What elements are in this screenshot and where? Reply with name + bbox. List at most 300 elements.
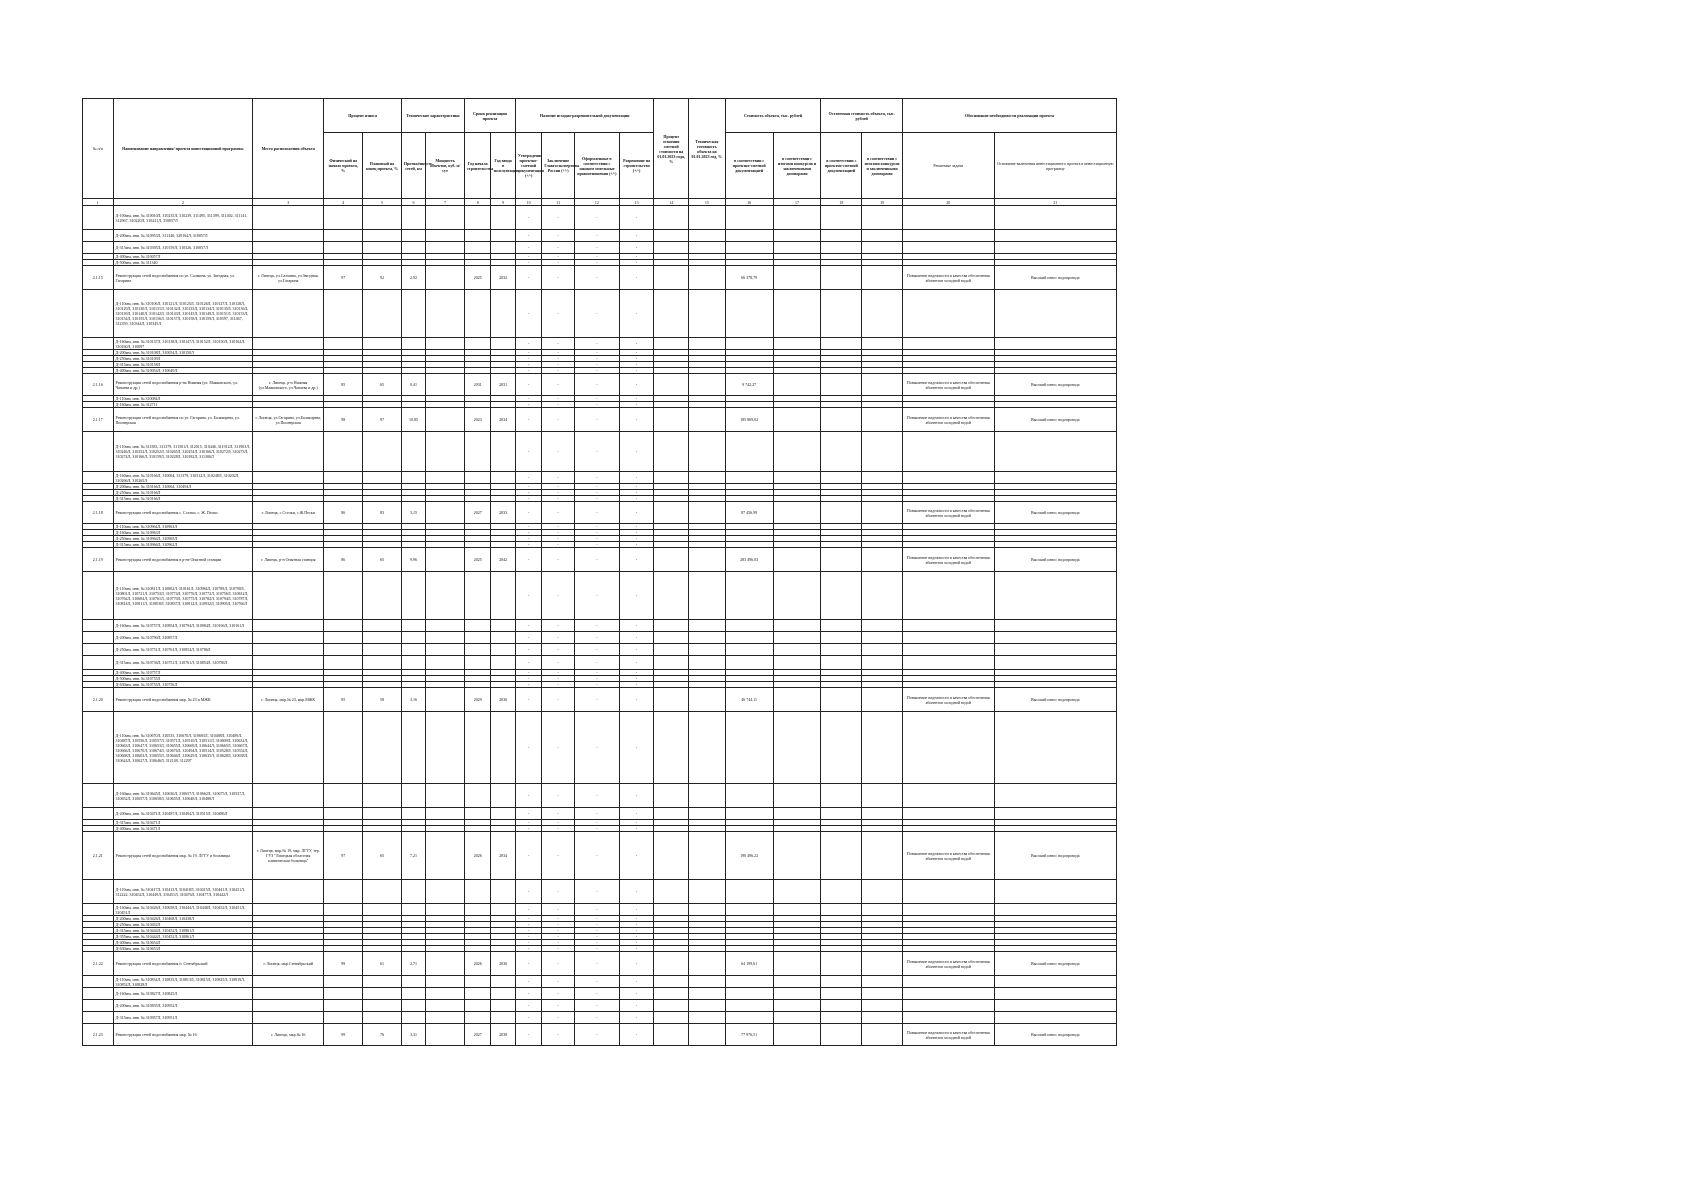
row-cost-contract: [773, 408, 821, 432]
row-doc-flag: -: [619, 206, 654, 230]
row-task: Повышение надежности и качества обеспечения абонентов холодной водой: [902, 1024, 994, 1046]
row-name: Д-200мм, инв. № 310790Л, 310857Л: [113, 632, 253, 644]
hdr-tech: Технические характеристики: [401, 99, 464, 133]
row-task: Повышение надежности и качества обеспечения абонентов холодной водой: [902, 408, 994, 432]
row-doc-flag: -: [515, 242, 541, 254]
row-place: г. Липецк, мкр.№ 16: [253, 1024, 324, 1046]
row-name: Д-630мм, инв. № 310653Л: [113, 946, 253, 952]
row-basis: Высокий износ водопровода: [994, 1024, 1116, 1046]
row-doc-flag: -: [542, 934, 575, 940]
row-task: Повышение надежности и качества обеспечения абонентов холодной водой: [902, 374, 994, 396]
row-name: Д-110мм, инв. № 310417Л, 310413Л, 310418Л, 310415Л, 310441Л, 310431Л, 312222, 310452Л, 310449Л, 310451Л, 310476Л, 310477Л, 310442Л: [113, 880, 253, 904]
row-doc-flag: -: [574, 536, 619, 542]
row-name: Д-355мм, инв. № 310444Л, 310452Л, 310861Л: [113, 934, 253, 940]
row-wear-phys: [324, 620, 363, 632]
row-rest-contract: [862, 688, 903, 712]
row-doc-flag: -: [515, 542, 541, 548]
row-name: Д-110мм, инв. № 310106Л, 310121Л, 310125Л, 310126Л, 310127Л, 310128Л, 310129Л, 310130Л, 310131Л, 310132Л, 310133Л, 310134Л, 310135Л, 310136Л, 310139Л, 310140Л, 310142Л, 310143Л, 310145Л, 310149Л, 310151Л, 310153Л, 310154Л, 310155Л, 310156Л, 310157Л, 310158Л, 310159Л, 310597, 311467, 312359, 310344Л, 310345Л: [113, 290, 253, 338]
row-basis: [994, 784, 1116, 808]
row-year-end: 2042: [491, 548, 515, 572]
project-row: [83, 1024, 1117, 1046]
row-doc-flag: -: [574, 432, 619, 472]
row-pct: [654, 952, 689, 976]
row-task: [902, 644, 994, 656]
row-doc-flag: -: [515, 712, 541, 784]
row-doc-flag: -: [515, 1024, 541, 1046]
row-cost-psd: 9 742,27: [725, 374, 773, 396]
row-task: [902, 1000, 994, 1012]
row-place: [253, 620, 324, 632]
row-pct: [654, 1012, 689, 1024]
hdr-period-start: Год начала строительства: [464, 133, 490, 199]
row-cost-contract: [773, 784, 821, 808]
row-doc-flag: -: [515, 484, 541, 490]
row-doc-flag: -: [542, 682, 575, 688]
row-rest-contract: [862, 548, 903, 572]
row-basis: Высокий износ водопровода: [994, 408, 1116, 432]
row-name: Реконструкция сетей водоснабжения с. Сселки, с. Ж. Пески: [113, 502, 253, 524]
row-doc-flag: -: [619, 832, 654, 880]
row-year-end: [491, 338, 515, 350]
row-doc-flag: -: [574, 338, 619, 350]
row-task: [902, 784, 994, 808]
row-cost-psd: [725, 472, 773, 484]
row-power: [426, 832, 465, 880]
row-name: Д-315мм, инв. № 310471Л: [113, 820, 253, 826]
row-year-end: 2034: [491, 408, 515, 432]
hdr-rest-b: в соответствии с итогами конкурсов и заключенными договорами: [862, 133, 903, 199]
row-length: [401, 242, 425, 254]
row-name: Д-315мм, инв. № 310395Л, 310159Л, 310326, 310057Л: [113, 242, 253, 254]
row-rest-psd: [821, 408, 862, 432]
hdr-wear: Процент износа: [324, 99, 401, 133]
pipe-segment-row: [83, 1012, 1117, 1024]
row-name: Д-160мм, инв. № 310137Л, 310138Л, 310147Л, 310152Л, 310150Л, 310162Л, 310160Л, 310097: [113, 338, 253, 350]
row-place: [253, 572, 324, 620]
row-pct: [654, 808, 689, 820]
row-task: Повышение надежности и качества обеспечения абонентов холодной водой: [902, 502, 994, 524]
row-basis: [994, 230, 1116, 242]
row-cost-psd: [725, 808, 773, 820]
row-doc-flag: -: [574, 1024, 619, 1046]
column-index: 11: [542, 199, 575, 206]
row-doc-flag: -: [542, 946, 575, 952]
row-basis: [994, 988, 1116, 1000]
row-rest-psd: [821, 374, 862, 396]
hdr-cost: Стоимость объекта, тыс. рублей: [725, 99, 821, 133]
row-pct: [654, 432, 689, 472]
row-doc-flag: -: [574, 676, 619, 682]
row-wear-phys: [324, 338, 363, 350]
row-doc-flag: -: [542, 350, 575, 356]
row-cost-psd: [725, 620, 773, 632]
row-doc-flag: -: [515, 472, 541, 484]
row-year-end: [491, 472, 515, 484]
row-doc-flag: -: [515, 230, 541, 242]
row-rest-contract: [862, 408, 903, 432]
row-doc-flag: -: [515, 922, 541, 928]
row-doc-flag: -: [542, 632, 575, 644]
row-name: Д-160мм, инв. № 310645Л, 310636Л, 310657Л, 310662Л, 310675Л, 310537Л, 310652Л, 310657Л, 310658Л, 310655Л, 310648Л, 310488Л: [113, 784, 253, 808]
row-name: Д-250мм, инв. № 310964Л, 310965Л: [113, 536, 253, 542]
row-doc-flag: -: [542, 988, 575, 1000]
row-length: 2,71: [401, 952, 425, 976]
row-power: [426, 688, 465, 712]
row-number: 2.1.17: [83, 408, 114, 432]
row-number: [83, 632, 114, 644]
row-ready: [689, 1000, 726, 1012]
row-doc-flag: -: [574, 1012, 619, 1024]
row-name: Д-250мм, инв. № 310109Л: [113, 356, 253, 362]
row-pct: [654, 548, 689, 572]
hdr-need: Обоснование необходимости реализации проекта: [902, 99, 1116, 133]
row-wear-phys: [324, 206, 363, 230]
row-doc-flag: -: [542, 820, 575, 826]
row-year-start: [464, 656, 490, 670]
row-power: [426, 988, 465, 1000]
row-rest-contract: [862, 338, 903, 350]
row-wear-plan: [363, 338, 402, 350]
row-wear-plan: [363, 644, 402, 656]
row-rest-psd: [821, 904, 862, 916]
row-place: [253, 644, 324, 656]
row-number: [83, 784, 114, 808]
row-number: [83, 1012, 114, 1024]
row-pct: [654, 502, 689, 524]
row-doc-flag: -: [619, 572, 654, 620]
row-cost-psd: [725, 656, 773, 670]
row-task: Повышение надежности и качества обеспечения абонентов холодной водой: [902, 952, 994, 976]
investment-program-table: [82, 98, 1117, 1170]
row-year-start: 2029: [464, 688, 490, 712]
row-year-end: [491, 880, 515, 904]
row-name: Д-200мм, инв. № 310835Л, 310952Л: [113, 1000, 253, 1012]
row-year-start: [464, 472, 490, 484]
row-wear-plan: [363, 1012, 402, 1024]
row-name: Д-400мм, инв. № 310757Л: [113, 670, 253, 676]
row-basis: [994, 242, 1116, 254]
row-pct: [654, 242, 689, 254]
row-wear-plan: 97: [363, 408, 402, 432]
row-task: Повышение надежности и качества обеспечения абонентов холодной водой: [902, 832, 994, 880]
row-number: 2.1.18: [83, 502, 114, 524]
row-doc-flag: -: [542, 502, 575, 524]
row-basis: Высокий износ водопровода: [994, 688, 1116, 712]
row-length: [401, 976, 425, 988]
row-doc-flag: -: [574, 490, 619, 496]
row-ready: [689, 374, 726, 396]
row-wear-phys: [324, 644, 363, 656]
row-cost-contract: [773, 620, 821, 632]
row-doc-flag: -: [574, 940, 619, 946]
row-doc-flag: -: [619, 820, 654, 826]
row-rest-contract: [862, 572, 903, 620]
hdr-tech-len: Протяжённость сетей, км: [401, 133, 425, 199]
row-wear-plan: [363, 432, 402, 472]
row-doc-flag: -: [574, 620, 619, 632]
row-wear-plan: 76: [363, 1024, 402, 1046]
row-name: Д-110мм, инв. № 310084Л: [113, 396, 253, 402]
row-doc-flag: -: [574, 784, 619, 808]
row-rest-contract: [862, 656, 903, 670]
row-year-end: [491, 904, 515, 916]
row-number: [83, 656, 114, 670]
row-cost-psd: [725, 290, 773, 338]
row-year-end: [491, 1000, 515, 1012]
row-ready: [689, 880, 726, 904]
row-place: [253, 472, 324, 484]
row-doc-flag: -: [574, 496, 619, 502]
row-power: [426, 952, 465, 976]
row-doc-flag: -: [515, 928, 541, 934]
row-name: Реконструкция сетей водоснабжения р-на Нижняя (ул. Маяковского, ул. Чапаева и др.): [113, 374, 253, 396]
row-doc-flag: -: [574, 472, 619, 484]
row-wear-phys: [324, 808, 363, 820]
row-name: Д-110мм, инв. № 310670Л, 310535, 310670Л, 310683Л, 310488Л, 310489Л, 310487Л, 310556Л, 310557Л, 310571Л, 310510Л, 310511Л, 310609Л, 310632Л, 310663Л, 310647Л, 310653Л, 310655Л, 310669Л, 310644Л, 310665Л, 310667Л, 310666Л, 310670Л, 310674Л, 310676Л, 310494Л, 310514Л, 310528Л, 310552Л, 310668Л, 310603Л, 310655Л, 310646Л, 310629Л, 310635Л, 310628Л, 310638Л, 310624Л, 310627Л, 310646Л, 312148, 312297: [113, 712, 253, 784]
row-rest-contract: [862, 374, 903, 396]
row-rest-psd: [821, 784, 862, 808]
row-year-start: 2031: [464, 374, 490, 396]
project-row: [83, 832, 1117, 880]
row-place: г. Липецк, мкр.№ 19, мкр. ЛГТУ, тер. ГУЗ "Липецкая областная клиническая больница": [253, 832, 324, 880]
row-doc-flag: -: [542, 916, 575, 922]
row-basis: [994, 338, 1116, 350]
row-doc-flag: -: [574, 530, 619, 536]
row-doc-flag: -: [515, 260, 541, 266]
row-task: [902, 432, 994, 472]
row-number: 2.1.21: [83, 832, 114, 880]
row-ready: [689, 976, 726, 988]
row-number: [83, 620, 114, 632]
row-name: Реконструкция сетей водоснабжения п. Сентябрьский: [113, 952, 253, 976]
row-doc-flag: -: [574, 946, 619, 952]
column-index: 20: [902, 199, 994, 206]
row-pct: [654, 632, 689, 644]
row-cost-contract: [773, 230, 821, 242]
row-doc-flag: -: [542, 976, 575, 988]
row-length: [401, 656, 425, 670]
row-name: Д-315мм, инв. № 310966Л, 310962Л: [113, 542, 253, 548]
row-doc-flag: -: [619, 402, 654, 408]
row-doc-flag: -: [574, 976, 619, 988]
row-rest-psd: [821, 632, 862, 644]
row-ready: [689, 230, 726, 242]
row-ready: [689, 784, 726, 808]
row-doc-flag: -: [542, 832, 575, 880]
row-doc-flag: -: [542, 356, 575, 362]
row-basis: [994, 620, 1116, 632]
row-doc-flag: -: [574, 656, 619, 670]
row-ready: [689, 632, 726, 644]
hdr-need-a: Решаемые задачи: [902, 133, 994, 199]
row-place: г. Липецк, мкр.Сентябрьский: [253, 952, 324, 976]
row-year-start: [464, 242, 490, 254]
row-doc-flag: -: [574, 548, 619, 572]
row-doc-flag: -: [515, 656, 541, 670]
row-doc-flag: -: [515, 350, 541, 356]
row-cost-psd: [725, 572, 773, 620]
row-ready: [689, 206, 726, 230]
row-power: [426, 338, 465, 350]
row-number: [83, 988, 114, 1000]
row-doc-flag: -: [619, 712, 654, 784]
row-pct: [654, 784, 689, 808]
column-index: 2: [113, 199, 253, 206]
row-wear-plan: 58: [363, 688, 402, 712]
pipe-segment-row: [83, 620, 1117, 632]
pipe-segment-row: [83, 656, 1117, 670]
row-wear-phys: [324, 472, 363, 484]
row-cost-contract: [773, 266, 821, 290]
row-task: [902, 988, 994, 1000]
row-doc-flag: -: [515, 266, 541, 290]
row-pct: [654, 1000, 689, 1012]
row-wear-phys: [324, 904, 363, 916]
row-ready: [689, 432, 726, 472]
pipe-segment-row: [83, 712, 1117, 784]
row-number: [83, 1000, 114, 1012]
row-ready: [689, 1012, 726, 1024]
row-year-start: [464, 632, 490, 644]
row-cost-contract: [773, 644, 821, 656]
row-doc-flag: -: [574, 1000, 619, 1012]
row-length: 3,31: [401, 1024, 425, 1046]
row-number: [83, 338, 114, 350]
row-wear-plan: [363, 230, 402, 242]
row-cost-psd: 66 378,79: [725, 266, 773, 290]
row-doc-flag: -: [574, 362, 619, 368]
row-ready: [689, 472, 726, 484]
row-rest-psd: [821, 832, 862, 880]
row-doc-flag: -: [619, 922, 654, 928]
column-index: 6: [401, 199, 425, 206]
row-ready: [689, 548, 726, 572]
row-doc-flag: -: [619, 676, 654, 682]
row-doc-flag: -: [542, 536, 575, 542]
row-doc-flag: -: [515, 670, 541, 676]
row-place: [253, 338, 324, 350]
row-wear-plan: [363, 1000, 402, 1012]
row-rest-contract: [862, 432, 903, 472]
row-cost-contract: [773, 572, 821, 620]
row-rest-contract: [862, 502, 903, 524]
row-power: [426, 266, 465, 290]
row-task: [902, 620, 994, 632]
row-doc-flag: -: [619, 880, 654, 904]
program-table: [82, 98, 1117, 1046]
hdr-docs-a: Утверждение проектно-сметной документации (+/-): [515, 133, 541, 199]
row-doc-flag: -: [515, 808, 541, 820]
row-doc-flag: -: [574, 808, 619, 820]
column-index: 13: [619, 199, 654, 206]
row-power: [426, 206, 465, 230]
row-doc-flag: -: [515, 1000, 541, 1012]
row-wear-phys: [324, 880, 363, 904]
row-length: [401, 988, 425, 1000]
row-basis: [994, 206, 1116, 230]
row-place: [253, 880, 324, 904]
row-wear-plan: 92: [363, 266, 402, 290]
row-number: 2.1.19: [83, 548, 114, 572]
row-power: [426, 1012, 465, 1024]
row-wear-phys: 85: [324, 374, 363, 396]
row-pct: [654, 572, 689, 620]
row-doc-flag: -: [515, 206, 541, 230]
row-wear-phys: 98: [324, 408, 363, 432]
row-power: [426, 242, 465, 254]
row-place: [253, 230, 324, 242]
row-task: [902, 656, 994, 670]
project-row: [83, 548, 1117, 572]
column-index: 15: [689, 199, 726, 206]
row-wear-plan: 83: [363, 502, 402, 524]
row-ready: [689, 290, 726, 338]
row-doc-flag: -: [574, 374, 619, 396]
row-length: [401, 620, 425, 632]
row-year-end: [491, 976, 515, 988]
row-ready: [689, 338, 726, 350]
row-doc-flag: -: [619, 1012, 654, 1024]
row-task: [902, 338, 994, 350]
row-basis: [994, 1000, 1116, 1012]
row-doc-flag: -: [619, 620, 654, 632]
row-year-end: [491, 644, 515, 656]
row-wear-phys: [324, 572, 363, 620]
row-length: 9,96: [401, 548, 425, 572]
row-doc-flag: -: [542, 940, 575, 946]
row-cost-contract: [773, 1012, 821, 1024]
row-ready: [689, 656, 726, 670]
row-wear-phys: [324, 432, 363, 472]
hdr-cost-a: в соответствии с проектно-сметной документацией: [725, 133, 773, 199]
column-index: 9: [491, 199, 515, 206]
row-doc-flag: -: [619, 1024, 654, 1046]
row-wear-phys: [324, 784, 363, 808]
row-name: Реконструкция сетей водоснабжения по ул. Салмина, ул. Звездная, ул. Гагарина: [113, 266, 253, 290]
row-number: 2.1.16: [83, 374, 114, 396]
row-task: Повышение надежности и качества обеспечения абонентов холодной водой: [902, 266, 994, 290]
row-doc-flag: -: [515, 374, 541, 396]
row-basis: Высокий износ водопровода: [994, 374, 1116, 396]
row-ready: [689, 808, 726, 820]
row-rest-psd: [821, 572, 862, 620]
table-body: [83, 206, 1117, 1046]
row-doc-flag: -: [515, 916, 541, 922]
row-rest-psd: [821, 656, 862, 670]
row-doc-flag: -: [515, 676, 541, 682]
row-basis: Высокий износ водопровода: [994, 952, 1116, 976]
row-doc-flag: -: [619, 362, 654, 368]
row-doc-flag: -: [542, 260, 575, 266]
row-wear-phys: [324, 242, 363, 254]
row-place: г. Липецк, р-н Нижняя (ул.Маяковского, ул.Чапаева и др.): [253, 374, 324, 396]
row-doc-flag: -: [619, 408, 654, 432]
row-doc-flag: -: [619, 644, 654, 656]
row-doc-flag: -: [619, 1000, 654, 1012]
row-place: [253, 808, 324, 820]
pipe-segment-row: [83, 572, 1117, 620]
row-power: [426, 880, 465, 904]
row-power: [426, 408, 465, 432]
column-index: 10: [515, 199, 541, 206]
pipe-segment-row: [83, 206, 1117, 230]
row-pct: [654, 688, 689, 712]
row-cost-contract: [773, 374, 821, 396]
pipe-segment-row: [83, 230, 1117, 242]
row-ready: [689, 572, 726, 620]
row-doc-flag: -: [619, 808, 654, 820]
row-wear-phys: [324, 290, 363, 338]
